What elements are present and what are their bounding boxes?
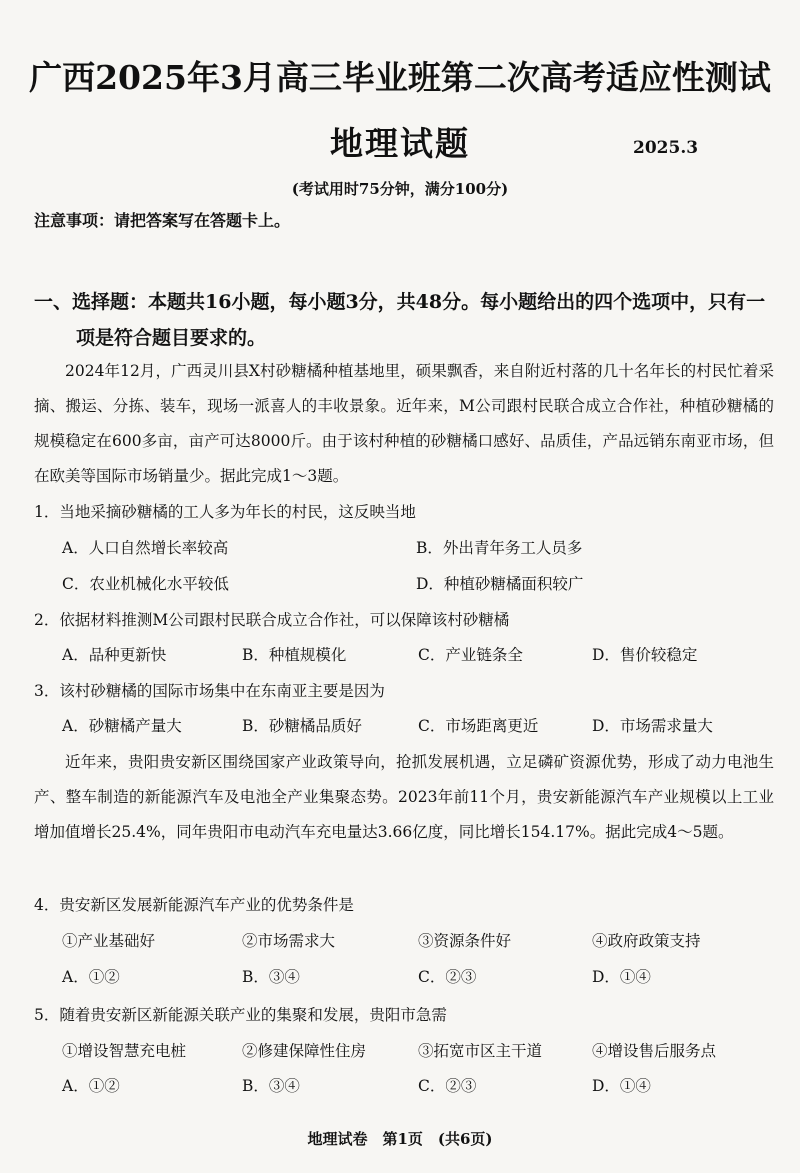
exam-title: 广西2025年3月高三毕业班第二次高考适应性测试 — [29, 58, 771, 97]
exam-info: (考试用时75分钟，满分100分) — [291, 180, 509, 198]
question-5-stem: 5．随着贵安新区新能源关联产业的集聚和发展，贵阳市急需 — [34, 1006, 447, 1024]
question-3-option-c: C．市场距离更近 — [418, 717, 539, 735]
section-heading — [34, 284, 774, 356]
section-heading-line1: 一、选择题：本题共16小题，每小题3分，共48分。每小题给出的四个选项中，只有一 — [34, 291, 766, 313]
question-5-item-4: ④增设售后服务点 — [592, 1042, 717, 1060]
notice: 注意事项：请把答案写在答题卡上。 — [34, 211, 291, 230]
page-footer: 地理试卷 第1页 (共6页) — [307, 1130, 493, 1148]
question-1-option-d: D．种植砂糖橘面积较广 — [416, 575, 584, 593]
question-2-option-d: D．售价较稳定 — [592, 646, 698, 664]
subject-title: 地理试题 — [330, 124, 470, 163]
question-5-option-c: C．②③ — [418, 1077, 477, 1095]
question-2-option-b: B．种植规模化 — [242, 646, 347, 664]
passage-1-text: 2024年12月，广西灵川县X村砂糖橘种植基地里，硕果飘香，来自附近村落的几十名年长的村民忙着采摘、搬运、分拣、装车，现场一派喜人的丰收景象。近年来，M公司跟村民联合成立合作社，种植砂糖橘的规模稳定在600多亩，亩产可达8000斤。由于该村种植的砂糖橘口感好、品质佳，产品远销东南亚市场，但在欧美等国际市场销量少。据此完成1～3题。 — [34, 362, 774, 485]
question-4-option-c: C．②③ — [418, 968, 477, 986]
question-2-stem: 2．依据材料推测M公司跟村民联合成立合作社，可以保障该村砂糖橘 — [34, 611, 510, 629]
question-4-item-1: ①产业基础好 — [62, 932, 156, 950]
question-5-option-b: B．③④ — [242, 1077, 300, 1095]
question-1-option-c: C．农业机械化水平较低 — [62, 575, 229, 593]
passage-2-text: 近年来，贵阳贵安新区围绕国家产业政策导向，抢抓发展机遇，立足磷矿资源优势，形成了动力电池生产、整车制造的新能源汽车及电池全产业集聚态势。2023年前11个月，贵安新能源汽车产业规模以上工业增加值增长25.4%，同年贵阳市电动汽车充电量达3.66亿度，同比增长154.17%。据此完成4～5题。 — [34, 753, 774, 841]
question-4-option-a: A．①② — [62, 968, 120, 986]
passage-2 — [34, 745, 774, 850]
question-4-option-b: B．③④ — [242, 968, 300, 986]
exam-date: 2025.3 — [633, 138, 699, 158]
question-1-stem: 1．当地采摘砂糖橘的工人多为年长的村民，这反映当地 — [34, 503, 416, 521]
question-1-option-b: B．外出青年务工人员多 — [416, 539, 583, 557]
section-heading-line2: 项是符合题目要求的。 — [76, 327, 267, 349]
question-4-stem: 4．贵安新区发展新能源汽车产业的优势条件是 — [34, 896, 354, 914]
question-5-item-3: ③拓宽市区主干道 — [418, 1042, 543, 1060]
question-4-item-2: ②市场需求大 — [242, 932, 336, 950]
question-2-option-c: C．产业链条全 — [418, 646, 523, 664]
question-4-item-3: ③资源条件好 — [418, 932, 512, 950]
question-1-option-a: A．人口自然增长率较高 — [62, 539, 229, 557]
question-5-item-2: ②修建保障性住房 — [242, 1042, 367, 1060]
question-3-stem: 3．该村砂糖橘的国际市场集中在东南亚主要是因为 — [34, 682, 385, 700]
question-4-item-4: ④政府政策支持 — [592, 932, 701, 950]
question-4-option-d: D．①④ — [592, 968, 651, 986]
question-3-option-a: A．砂糖橘产量大 — [62, 717, 182, 735]
question-3-option-d: D．市场需求量大 — [592, 717, 713, 735]
question-5-option-a: A．①② — [62, 1077, 120, 1095]
question-5-option-d: D．①④ — [592, 1077, 651, 1095]
passage-1 — [34, 354, 774, 494]
question-2-option-a: A．品种更新快 — [62, 646, 167, 664]
question-5-item-1: ①增设智慧充电桩 — [62, 1042, 187, 1060]
question-3-option-b: B．砂糖橘品质好 — [242, 717, 362, 735]
